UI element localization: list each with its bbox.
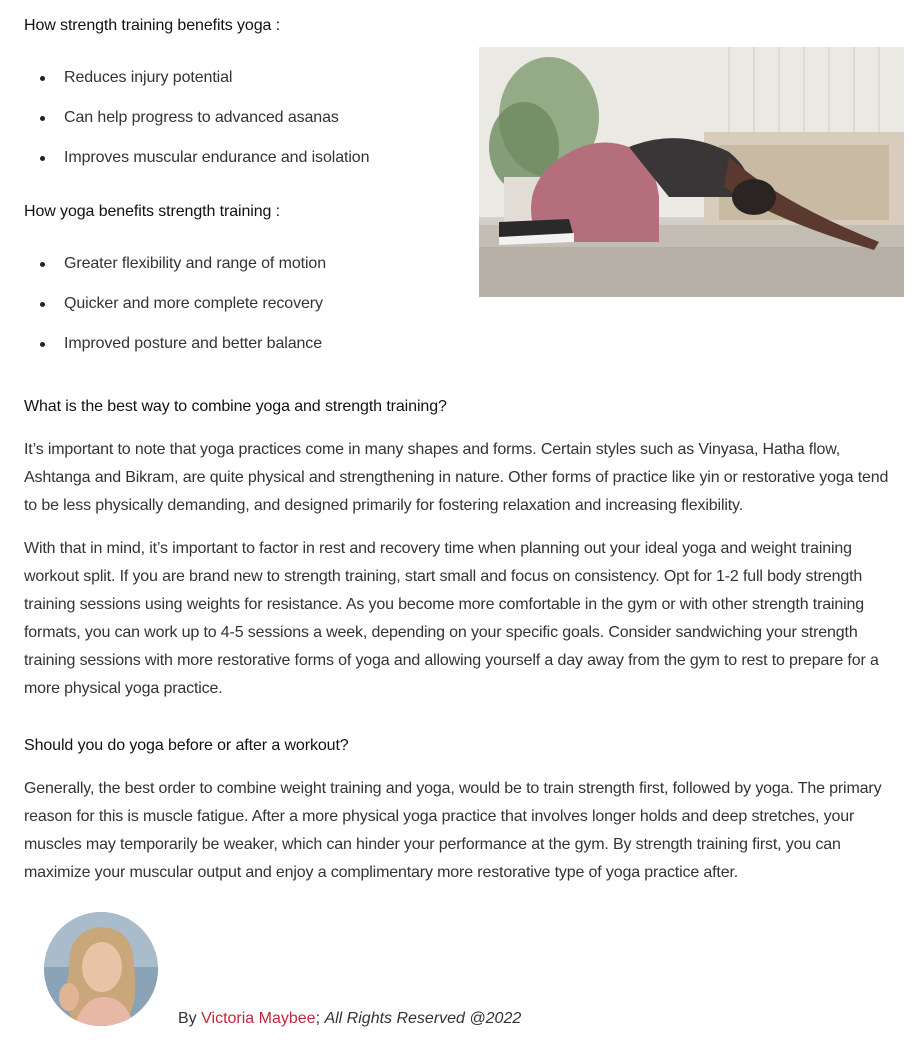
list-item: Improves muscular endurance and isolation: [24, 146, 369, 186]
heading-order: Should you do yoga before or after a workout?: [24, 737, 349, 754]
childs-pose-illustration: [479, 47, 904, 297]
byline: [178, 1007, 521, 1031]
author-box: [24, 900, 904, 1050]
heading-combine: What is the best way to combine yoga and strength training?: [24, 398, 447, 415]
list-strength-benefits-yoga: [24, 66, 369, 186]
avatar: [44, 912, 158, 1026]
article-content: [24, 0, 904, 1058]
list-item: Greater flexibility and range of motion: [24, 252, 326, 292]
heading-strength-benefits-yoga: How strength training benefits yoga :: [24, 17, 281, 34]
heading-yoga-benefits-strength: How yoga benefits strength training :: [24, 203, 281, 220]
list-item: Reduces injury potential: [24, 66, 369, 106]
author-portrait: [44, 912, 158, 1026]
author-name-link[interactable]: Victoria Maybee: [201, 1010, 316, 1027]
list-item: Can help progress to advanced asanas: [24, 106, 369, 146]
byline-separator: ;: [315, 1010, 325, 1027]
paragraph-combine-1: It’s important to note that yoga practices come in many shapes and forms. Certain styles such as Vinyasa, Hatha flow, Ashtanga and Bikram, are quite physical and strengthening in nature. Other forms of practice like yin or restorative yoga tend to be less physically demanding, and designed primarily for fostering relaxation and increasing flexibility.: [24, 441, 889, 514]
paragraph-order-1: Generally, the best order to combine weight training and yoga, would be to train strength first, followed by yoga. The primary reason for this is muscle fatigue. After a more physical yoga practice that involves longer holds and deep stretches, your muscles may temporarily be weaker, which can hinder your performance at the gym. By strength training first, you can maximize your muscular output and enjoy a complimentary more restorative type of yoga practice after.: [24, 780, 882, 881]
list-item: Quicker and more complete recovery: [24, 292, 326, 332]
list-yoga-benefits-strength: [24, 252, 326, 372]
list-item: Improved posture and better balance: [24, 332, 326, 372]
yoga-pose-photo: [479, 47, 904, 297]
rights-text: All Rights Reserved @2022: [324, 1010, 522, 1027]
paragraph-combine-2: With that in mind, it’s important to factor in rest and recovery time when planning out your ideal yoga and weight training workout split. If you are brand new to strength training, start small and focus on consistency. Opt for 1-2 full body strength training sessions using weights for resistance. As you become more comfortable in the gym or with other strength training formats, you can work up to 4-5 sessions a week, depending on your specific goals. Consider sandwiching your strength training sessions with more restorative forms of yoga and allowing yourself a day away from the gym to rest to prepare for a more physical yoga practice.: [24, 540, 879, 697]
byline-prefix: By: [178, 1010, 202, 1027]
